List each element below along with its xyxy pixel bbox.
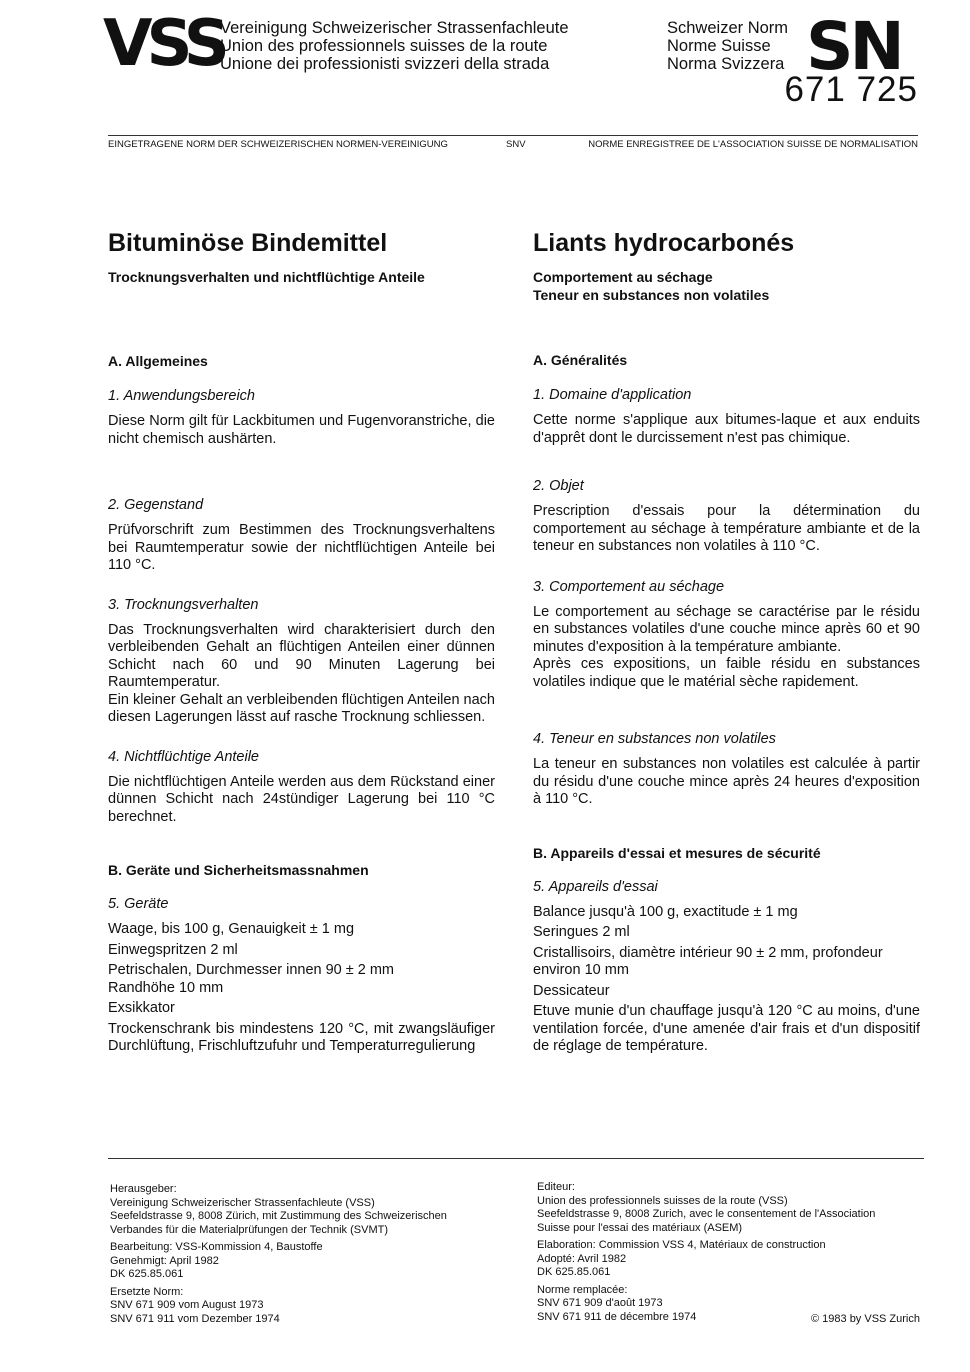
list-item: Exsikkator bbox=[108, 1000, 175, 1016]
footer-line: Seefeldstrasse 9, 8008 Zürich, mit Zustimmung des Schweizerischen bbox=[110, 1210, 447, 1222]
list-item: Einwegspritzen 2 ml bbox=[108, 941, 238, 958]
norm-number: 671 725 bbox=[784, 70, 918, 109]
footer-line: Seefeldstrasse 9, 8008 Zurich, avec le consentement de l'Association bbox=[537, 1208, 876, 1220]
s3-text1-de: Das Trocknungsverhalten wird charakterisiert durch den verbleibenden Gehalt an flüchtigen Anteilen einer dünnen Schicht nach 60 und 90 Minuten Lagerung bei Raumtemperatur. bbox=[108, 621, 495, 690]
list-item: Seringues 2 ml bbox=[533, 924, 630, 940]
footer-publisher-fr bbox=[537, 1181, 917, 1324]
section-a-de: A. Allgemeines bbox=[108, 353, 208, 369]
org-name-fr: Union des professionnels suisses de la route bbox=[220, 37, 548, 55]
s3-text2-fr: Après ces expositions, un faible résidu en substances volatiles indique que le matérial sèche rapidement. bbox=[533, 656, 920, 690]
registration-de: EINGETRAGENE NORM DER SCHWEIZERISCHEN NORMEN-VEREINIGUNG bbox=[108, 139, 448, 150]
s4-title-de: 4. Nichtflüchtige Anteile bbox=[108, 748, 259, 765]
s2-text-de: Prüfvorschrift zum Bestimmen des Trocknungsverhaltens bei Raumtemperatur sowie der nichtflüchtigen Anteile bei 110 °C. bbox=[108, 522, 495, 573]
footer-line: Editeur: bbox=[537, 1181, 575, 1193]
footer-line: Union des professionnels suisses de la route (VSS) bbox=[537, 1194, 788, 1207]
title-fr: Liants hydrocarbonés bbox=[533, 229, 795, 257]
subtitle-fr-1: Comportement au séchage bbox=[533, 269, 713, 285]
footer-line: Genehmigt: April 1982 bbox=[110, 1254, 219, 1267]
footer-divider bbox=[108, 1158, 924, 1159]
s5-title-de: 5. Geräte bbox=[108, 896, 169, 912]
organization-names bbox=[220, 19, 569, 73]
footer-line: SNV 671 911 vom Dezember 1974 bbox=[110, 1312, 280, 1325]
footer-line: Suisse pour l'essai des matériaux (ASEM) bbox=[537, 1221, 743, 1234]
list-item: Balance jusqu'à 100 g, exactitude ± 1 mg bbox=[533, 903, 798, 920]
title-de: Bituminöse Bindemittel bbox=[108, 229, 388, 257]
s5-title-fr: 5. Appareils d'essai bbox=[533, 878, 658, 895]
footer-line: Adopté: Avril 1982 bbox=[537, 1252, 627, 1265]
s2-text-fr: Prescription d'essais pour la détermination du comportement au séchage à température ambiante et de la teneur en substances non volatiles à 110 °C. bbox=[533, 503, 920, 554]
s1-title-fr: 1. Domaine d'application bbox=[533, 387, 692, 403]
norm-label-fr: Norme Suisse bbox=[667, 37, 771, 55]
s4-title-fr: 4. Teneur en substances non volatiles bbox=[533, 731, 776, 747]
footer-line: Elaboration: Commission VSS 4, Matériaux de construction bbox=[537, 1239, 826, 1251]
s3-title-fr: 3. Comportement au séchage bbox=[533, 578, 725, 595]
list-item: Trockenschrank bis mindestens 120 °C, mit zwangsläufiger Durchlüftung, Frischluftzufuhr und Temperaturregulierung bbox=[108, 1020, 495, 1054]
s2-title-de: 2. Gegenstand bbox=[108, 497, 204, 513]
footer-line: Norme remplacée: bbox=[537, 1283, 628, 1296]
header-divider bbox=[108, 135, 918, 136]
section-b-de: B. Geräte und Sicherheitsmassnahmen bbox=[108, 862, 369, 878]
s1-text-fr: Cette norme s'applique aux bitumes-laque et aux enduits d'apprêt dont le durcissement n'est pas chimique. bbox=[533, 412, 920, 446]
footer-line: Verbandes für die Materialprüfungen der Technik (SVMT) bbox=[110, 1223, 388, 1236]
registration-fr: NORME ENREGISTREE DE L'ASSOCIATION SUISSE DE NORMALISATION bbox=[588, 139, 918, 150]
subtitle-de: Trocknungsverhalten und nichtflüchtige Anteile bbox=[108, 269, 425, 285]
footer-line: DK 625.85.061 bbox=[110, 1268, 184, 1280]
copyright: © 1983 by VSS Zurich bbox=[811, 1313, 920, 1325]
footer-line: Bearbeitung: VSS-Kommission 4, Baustoffe bbox=[110, 1241, 323, 1253]
list-item: Waage, bis 100 g, Genauigkeit ± 1 mg bbox=[108, 921, 355, 937]
german-column bbox=[108, 228, 495, 1056]
section-b-fr: B. Appareils d'essai et mesures de sécurité bbox=[533, 844, 821, 861]
s3-text1-fr: Le comportement au séchage se caractérise par le résidu en substances volatiles d'une couche mince après 60 et 90 minutes d'exposition à la température ambiante. bbox=[533, 603, 920, 655]
norm-label-it: Norma Svizzera bbox=[667, 55, 785, 73]
footer-line: SNV 671 909 vom August 1973 bbox=[110, 1299, 264, 1311]
s2-title-fr: 2. Objet bbox=[533, 478, 584, 494]
s1-text-de: Diese Norm gilt für Lackbitumen und Fugenvoranstriche, die nicht chemisch aushärten. bbox=[108, 413, 495, 447]
section-a-fr: A. Généralités bbox=[533, 352, 628, 368]
list-item: Dessicateur bbox=[533, 982, 610, 999]
footer-line: Vereinigung Schweizerischer Strassenfachleute (VSS) bbox=[110, 1196, 375, 1209]
vss-logo: VSS bbox=[103, 7, 224, 81]
s4-text-fr: La teneur en substances non volatiles est calculée à partir du résidu d'une couche mince après 24 heures d'exposition à 110 °C. bbox=[533, 756, 920, 807]
footer-line: SNV 671 911 de décembre 1974 bbox=[537, 1310, 697, 1323]
list-item: Petrischalen, Durchmesser innen 90 ± 2 mm Randhöhe 10 mm bbox=[108, 962, 394, 996]
s3-title-de: 3. Trocknungsverhalten bbox=[108, 596, 259, 613]
norm-designation bbox=[667, 19, 788, 73]
org-name-de: Vereinigung Schweizerischer Strassenfachleute bbox=[220, 19, 569, 37]
french-column bbox=[533, 228, 920, 1056]
footer-line: DK 625.85.061 bbox=[537, 1266, 611, 1278]
subtitle-fr-2: Teneur en substances non volatiles bbox=[533, 287, 770, 303]
footer-line: SNV 671 909 d'août 1973 bbox=[537, 1297, 663, 1309]
footer-line: Herausgeber: bbox=[110, 1183, 177, 1195]
s4-text-de: Die nichtflüchtigen Anteile werden aus dem Rückstand einer dünnen Schicht nach 24stündiger Lagerung bei 110 °C berechnet. bbox=[108, 773, 495, 825]
registration-snv: SNV bbox=[506, 139, 526, 150]
list-item: Etuve munie d'un chauffage jusqu'à 120 °C au moins, d'une ventilation forcée, d'une amenée d'air frais et d'un dispositif de réglage de température. bbox=[533, 1003, 920, 1054]
s1-title-de: 1. Anwendungsbereich bbox=[108, 388, 255, 404]
footer-line: Ersetzte Norm: bbox=[110, 1285, 184, 1298]
s3-text2-de: Ein kleiner Gehalt an verbleibenden flüchtigen Anteilen nach diesen Lagerungen lässt auf rasche Trocknung schliessen. bbox=[108, 691, 495, 725]
list-item: Cristallisoirs, diamètre intérieur 90 ± 2 mm, profondeur environ 10 mm bbox=[533, 944, 883, 978]
norm-label-de: Schweizer Norm bbox=[667, 19, 789, 37]
org-name-it: Unione dei professionisti svizzeri della strada bbox=[220, 55, 550, 73]
footer-publisher-de bbox=[110, 1183, 520, 1326]
sn-logo: SN bbox=[806, 8, 901, 85]
